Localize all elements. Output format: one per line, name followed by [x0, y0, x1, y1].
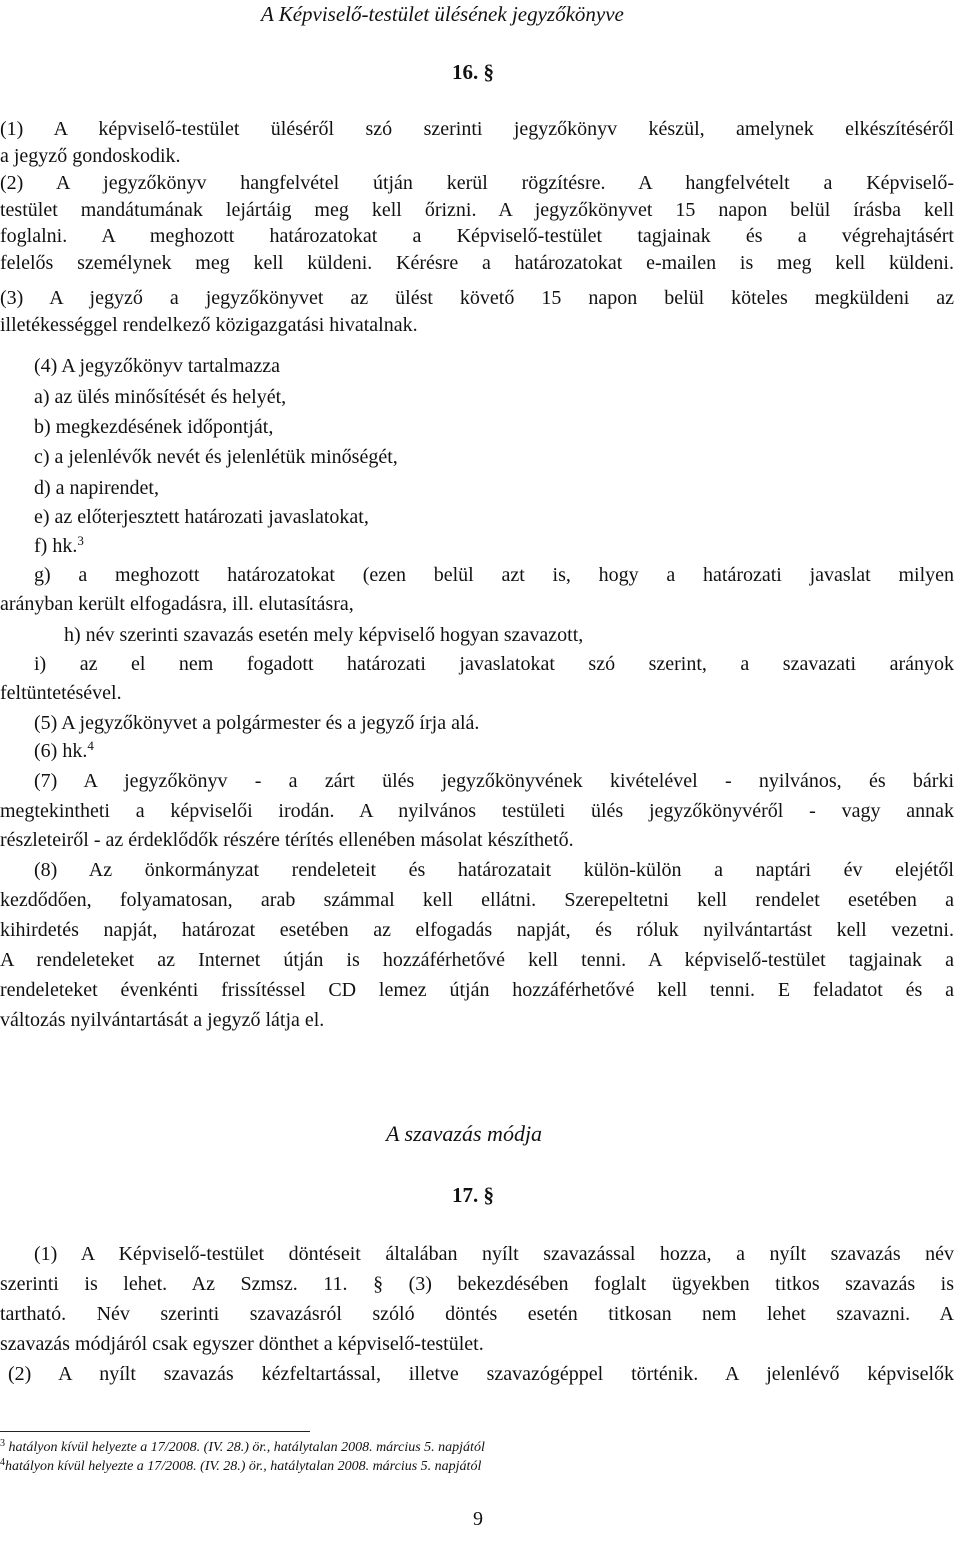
paragraph-line: szavazás módjáról csak egyszer dönthet a képviselő-testület.	[0, 1333, 484, 1355]
paragraph-line: (1) A képviselő-testület üléséről szó szerinti jegyzőkönyv készül, amelynek elkészítéséről	[0, 118, 954, 140]
list-intro: (4) A jegyzőkönyv tartalmazza	[34, 355, 281, 377]
list-item-cont: arányban került elfogadásra, ill. elutasításra,	[0, 593, 354, 615]
footnote-text: hatályon kívül helyezte a 17/2008. (IV. 28.) ör., hatálytalan 2008. március 5. napjától	[5, 1459, 482, 1474]
list-item: c) a jelenlévők nevét és jelenlétük minőségét,	[34, 446, 398, 468]
paragraph-line: felelős személynek meg kell küldeni. Kérésre a határozatokat e-mailen is meg kell küldeni.	[0, 252, 954, 274]
footnote-number: 4	[0, 1457, 5, 1468]
footnote	[0, 1440, 485, 1456]
paragraph-line: változás nyilvántartását a jegyző látja el.	[0, 1009, 325, 1031]
list-item: h) név szerinti szavazás esetén mely képviselő hogyan szavazott,	[64, 624, 584, 646]
paragraph-line	[34, 737, 960, 765]
paragraph-line: (2) A nyílt szavazás kézfeltartással, illetve szavazógéppel történik. A jelenlévő képviselők	[8, 1363, 954, 1385]
paragraph-line: (7) A jegyzőkönyv - a zárt ülés jegyzőkönyvének kivételével - nyilvános, és bárki	[34, 770, 954, 792]
footnote-ref[interactable]: 4	[87, 738, 94, 753]
paragraph-line: tartható. Név szerinti szavazásról szóló döntés esetén titkosan nem lehet szavazni. A	[0, 1303, 954, 1325]
running-header: A Képviselő-testület ülésének jegyzőkönyve	[261, 2, 624, 26]
footnote-ref[interactable]: 3	[77, 533, 84, 548]
paragraph-line: megtekintheti a képviselői irodán. A nyilvános testületi ülés jegyzőkönyvéről - vagy annak	[0, 800, 954, 822]
paragraph-line: A rendeleteket az Internet útján is hozzáférhetővé kell tenni. A képviselő-testület tagjainak a	[0, 949, 954, 971]
paragraph-line: rendeleteket évenkénti frissítéssel CD lemez útján hozzáférhetővé kell tenni. E feladatot és a	[0, 979, 954, 1001]
section-17-heading: 17. §	[452, 1183, 494, 1207]
footnote-number: 3	[0, 1438, 5, 1449]
paragraph-line: testület mandátumának lejártáig meg kell őrizni. A jegyzőkönyvet 15 napon belül írásba kell	[0, 199, 954, 221]
paragraph-line: illetékességgel rendelkező közigazgatási hivatalnak.	[0, 314, 418, 336]
paragraph-line: szerinti is lehet. Az Szmsz. 11. § (3) bekezdésében foglalt ügyekben titkos szavazás is	[0, 1273, 954, 1295]
section-17-title: A szavazás módja	[386, 1121, 543, 1146]
paragraph-line: (3) A jegyző a jegyzőkönyvet az ülést követő 15 napon belül köteles megküldeni az	[0, 287, 954, 309]
list-item: e) az előterjesztett határozati javaslatokat,	[34, 506, 369, 528]
footnote	[0, 1459, 481, 1475]
paragraph-line: kezdődően, folyamatosan, arab számmal kell ellátni. Szerepeltetni kell rendelet esetében a	[0, 889, 954, 911]
paragraph-line: (1) A Képviselő-testület döntéseit általában nyílt szavazással hozza, a nyílt szavazás név	[34, 1243, 954, 1265]
paragraph-line: a jegyző gondoskodik.	[0, 145, 181, 167]
list-item-text: f) hk.	[34, 535, 78, 557]
paragraph-line: részleteiről - az érdeklődők részére térítés ellenében másolat készíthető.	[0, 829, 574, 851]
list-item: b) megkezdésének időpontját,	[34, 416, 274, 438]
list-item-cont: feltüntetésével.	[0, 682, 122, 704]
footnote-rule	[0, 1431, 310, 1432]
page-number: 9	[473, 1508, 483, 1530]
footnote-text: hatályon kívül helyezte a 17/2008. (IV. 28.) ör., hatálytalan 2008. március 5. napjától	[5, 1440, 485, 1455]
paragraph-line: kihirdetés napját, határozat esetében az elfogadás napját, és róluk nyilvántartást kell vezetni.	[0, 919, 954, 941]
paragraph-line: (2) A jegyzőkönyv hangfelvétel útján kerül rögzítésre. A hangfelvételt a Képviselő-	[0, 172, 954, 194]
paragraph-line: (8) Az önkormányzat rendeleteit és határozatait külön-külön a naptári év elejétől	[34, 859, 954, 881]
list-item: i) az el nem fogadott határozati javaslatokat szó szerint, a szavazati arányok	[34, 653, 954, 675]
section-16-heading: 16. §	[452, 60, 494, 84]
paragraph-line: (5) A jegyzőkönyvet a polgármester és a jegyző írja alá.	[34, 712, 480, 734]
paragraph-line: foglalni. A meghozott határozatokat a Képviselő-testület tagjainak és a végrehajtásért	[0, 225, 954, 247]
paragraph-text: (6) hk.	[34, 740, 88, 762]
list-item	[34, 532, 960, 560]
list-item: g) a meghozott határozatokat (ezen belül azt is, hogy a határozati javaslat milyen	[34, 564, 954, 586]
list-item: a) az ülés minősítését és helyét,	[34, 386, 287, 408]
list-item: d) a napirendet,	[34, 477, 159, 499]
